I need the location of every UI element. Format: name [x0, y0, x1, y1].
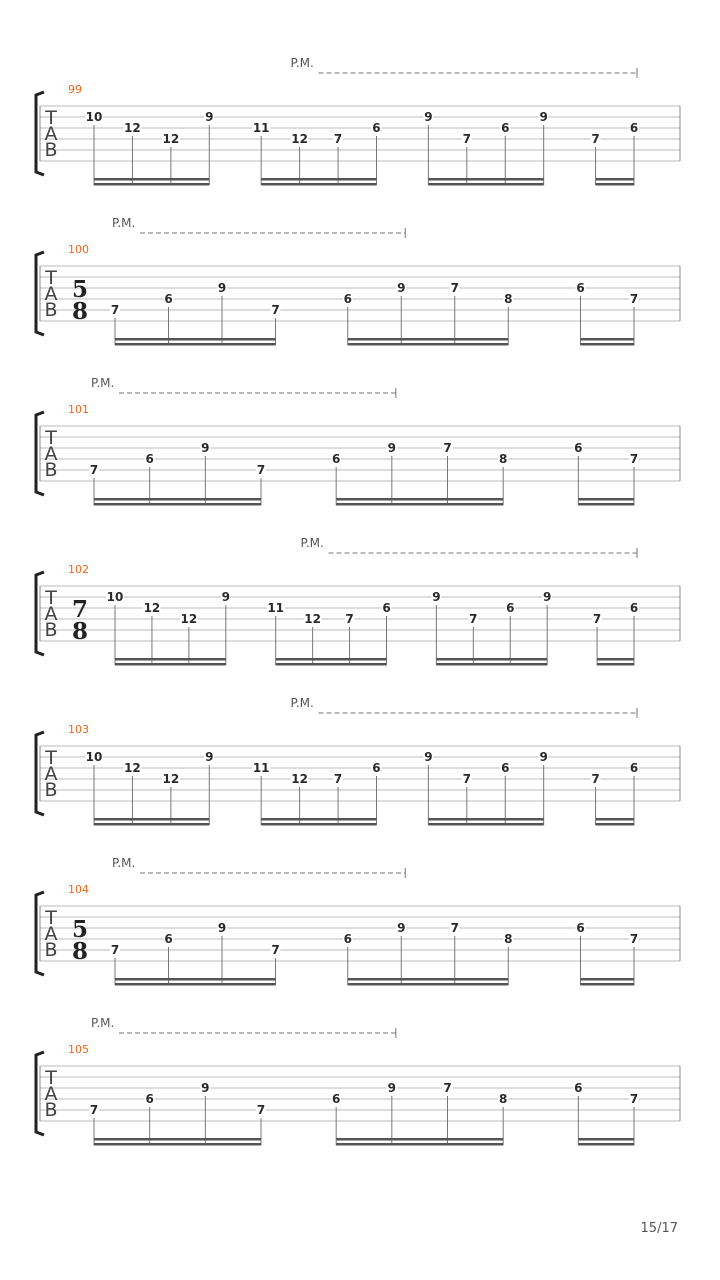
beam [276, 663, 387, 666]
fret-number: 7 [333, 132, 343, 146]
fret-number: 7 [629, 932, 639, 946]
fret-number: 8 [504, 932, 513, 946]
fret-number: 6 [372, 121, 381, 135]
fret-number: 8 [498, 452, 508, 466]
fret-number: 6 [629, 761, 639, 775]
beam [596, 818, 634, 821]
beam [348, 338, 509, 341]
time-signature-top: 5 [71, 276, 89, 303]
fret-number: 7 [591, 772, 600, 786]
fret-number: 9 [539, 750, 548, 764]
beam [336, 503, 503, 506]
fret-number: 7 [89, 463, 99, 477]
fret-number: 7 [271, 303, 280, 317]
measure-number: 105 [68, 1043, 89, 1056]
beam [115, 983, 276, 986]
beam [115, 978, 276, 981]
beam [596, 183, 634, 186]
beam [580, 983, 634, 986]
fret-number: 7 [333, 772, 343, 786]
beam [578, 503, 634, 506]
time-signature-bottom: 8 [71, 298, 89, 325]
fret-number: 6 [501, 761, 510, 775]
beam [336, 1143, 503, 1146]
beam [94, 503, 261, 506]
fret-number: 6 [343, 292, 352, 306]
staff-system [36, 696, 680, 826]
palm-mute-label: P.M. [290, 696, 314, 710]
fret-number: 7 [629, 1092, 639, 1106]
beam [348, 978, 509, 981]
fret-number: 7 [256, 1103, 266, 1117]
fret-number: 7 [345, 612, 354, 626]
fret-number: 9 [387, 1081, 397, 1095]
fret-number: 12 [180, 612, 198, 626]
fret-number: 12 [162, 132, 180, 146]
fret-number: 6 [382, 601, 391, 615]
beam [115, 338, 276, 341]
fret-number: 9 [397, 281, 406, 295]
tab-clef-letter: T [45, 107, 57, 129]
tab-clef-letter: A [44, 923, 58, 945]
palm-mute-label: P.M. [112, 856, 136, 870]
measure-number: 100 [68, 243, 89, 256]
beam [597, 663, 634, 666]
tab-clef-letter: A [44, 603, 58, 625]
beam [580, 338, 634, 341]
fret-number: 6 [145, 452, 154, 466]
fret-number: 9 [539, 110, 548, 124]
beam [596, 823, 634, 826]
tab-clef-letter: T [45, 427, 57, 449]
staff-system [36, 856, 680, 986]
fret-number: 9 [217, 281, 227, 295]
beam [115, 658, 226, 661]
fret-number: 6 [506, 601, 515, 615]
tab-clef-letter: A [44, 1083, 58, 1105]
fret-number: 11 [252, 121, 270, 135]
fret-number: 10 [85, 750, 103, 764]
tab-clef-letter: B [44, 779, 58, 801]
fret-number: 6 [372, 761, 381, 775]
fret-number: 6 [576, 921, 585, 935]
fret-number: 6 [629, 601, 639, 615]
beam [94, 1138, 261, 1141]
beam [261, 183, 376, 186]
tab-clef-letter: B [44, 1099, 58, 1121]
staff-system [36, 1016, 680, 1146]
fret-number: 6 [331, 1092, 341, 1106]
beam [261, 823, 376, 826]
fret-number: 11 [252, 761, 270, 775]
beam [94, 1143, 261, 1146]
beam [348, 343, 509, 346]
fret-number: 9 [424, 750, 433, 764]
time-signature-top: 5 [71, 916, 89, 943]
time-signature-bottom: 8 [71, 938, 89, 965]
staff-system [36, 56, 680, 186]
page-number: 15/17 [640, 1221, 678, 1236]
beam [94, 498, 261, 501]
fret-number: 9 [387, 441, 397, 455]
fret-number: 12 [124, 121, 141, 135]
palm-mute-label: P.M. [300, 536, 324, 550]
beam [578, 498, 634, 501]
beam [580, 343, 634, 346]
beam [261, 818, 376, 821]
fret-number: 7 [256, 463, 266, 477]
staff-system [36, 536, 680, 666]
palm-mute-label: P.M. [91, 1016, 115, 1030]
measure-number: 104 [68, 883, 89, 896]
beam [428, 178, 543, 181]
fret-number: 12 [291, 132, 308, 146]
tab-clef-letter: A [44, 283, 58, 305]
fret-number: 7 [462, 132, 471, 146]
beam [94, 183, 209, 186]
fret-number: 6 [574, 441, 583, 455]
fret-number: 7 [591, 132, 600, 146]
time-signature-top: 7 [71, 596, 89, 623]
tab-clef-letter: A [44, 763, 58, 785]
palm-mute-label: P.M. [112, 216, 136, 230]
beam [94, 818, 209, 821]
fret-number: 12 [162, 772, 180, 786]
tab-clef-letter: B [44, 459, 58, 481]
fret-number: 9 [217, 921, 227, 935]
tab-clef-letter: T [45, 267, 57, 289]
palm-mute-label: P.M. [290, 56, 314, 70]
beam [428, 183, 543, 186]
fret-number: 7 [110, 303, 120, 317]
tab-clef-letter: T [45, 747, 57, 769]
fret-number: 6 [343, 932, 352, 946]
fret-number: 8 [504, 292, 513, 306]
fret-number: 6 [164, 932, 173, 946]
beam [578, 1143, 634, 1146]
beam [436, 663, 547, 666]
beam [261, 178, 376, 181]
fret-number: 6 [331, 452, 341, 466]
tab-clef-letter: B [44, 939, 58, 961]
measure-number: 103 [68, 723, 89, 736]
beam [578, 1138, 634, 1141]
fret-number: 9 [201, 1081, 210, 1095]
fret-number: 7 [443, 441, 452, 455]
fret-number: 9 [205, 110, 214, 124]
beam [94, 178, 209, 181]
beam [336, 498, 503, 501]
beam [580, 978, 634, 981]
fret-number: 6 [164, 292, 173, 306]
fret-number: 9 [543, 590, 552, 604]
fret-number: 9 [432, 590, 441, 604]
tab-clef-letter: T [45, 587, 57, 609]
fret-number: 6 [629, 121, 639, 135]
tab-clef-letter: T [45, 907, 57, 929]
tab-clef-letter: A [44, 443, 58, 465]
beam [436, 658, 547, 661]
tab-clef-letter: B [44, 299, 58, 321]
beam [596, 178, 634, 181]
tab-clef-letter: A [44, 123, 58, 145]
fret-number: 9 [424, 110, 433, 124]
fret-number: 6 [145, 1092, 154, 1106]
fret-number: 7 [443, 1081, 452, 1095]
beam [276, 658, 387, 661]
measure-number: 99 [68, 83, 82, 96]
fret-number: 12 [304, 612, 321, 626]
fret-number: 8 [498, 1092, 508, 1106]
fret-number: 7 [271, 943, 280, 957]
beam [348, 983, 509, 986]
fret-number: 7 [469, 612, 478, 626]
fret-number: 6 [576, 281, 585, 295]
fret-number: 6 [574, 1081, 583, 1095]
measure-number: 102 [68, 563, 89, 576]
fret-number: 9 [201, 441, 210, 455]
beam [597, 658, 634, 661]
measure-number: 101 [68, 403, 89, 416]
fret-number: 12 [291, 772, 308, 786]
tab-clef-letter: B [44, 619, 58, 641]
fret-number: 12 [143, 601, 161, 615]
fret-number: 10 [85, 110, 103, 124]
fret-number: 7 [462, 772, 471, 786]
beam [115, 663, 226, 666]
fret-number: 6 [501, 121, 510, 135]
time-signature-bottom: 8 [71, 618, 89, 645]
fret-number: 7 [89, 1103, 99, 1117]
beam [336, 1138, 503, 1141]
beam [94, 823, 209, 826]
fret-number: 9 [221, 590, 230, 604]
fret-number: 7 [629, 292, 639, 306]
staff-system [36, 376, 680, 506]
tab-clef-letter: B [44, 139, 58, 161]
fret-number: 7 [110, 943, 120, 957]
tab-clef-letter: T [45, 1067, 57, 1089]
fret-number: 7 [450, 281, 459, 295]
beam [115, 343, 276, 346]
fret-number: 7 [450, 921, 459, 935]
palm-mute-label: P.M. [91, 376, 115, 390]
fret-number: 12 [124, 761, 141, 775]
fret-number: 10 [106, 590, 124, 604]
fret-number: 11 [267, 601, 285, 615]
staff-system [36, 216, 680, 346]
fret-number: 9 [205, 750, 214, 764]
fret-number: 7 [629, 452, 639, 466]
fret-number: 7 [592, 612, 602, 626]
beam [428, 823, 543, 826]
beam [428, 818, 543, 821]
fret-number: 9 [397, 921, 406, 935]
